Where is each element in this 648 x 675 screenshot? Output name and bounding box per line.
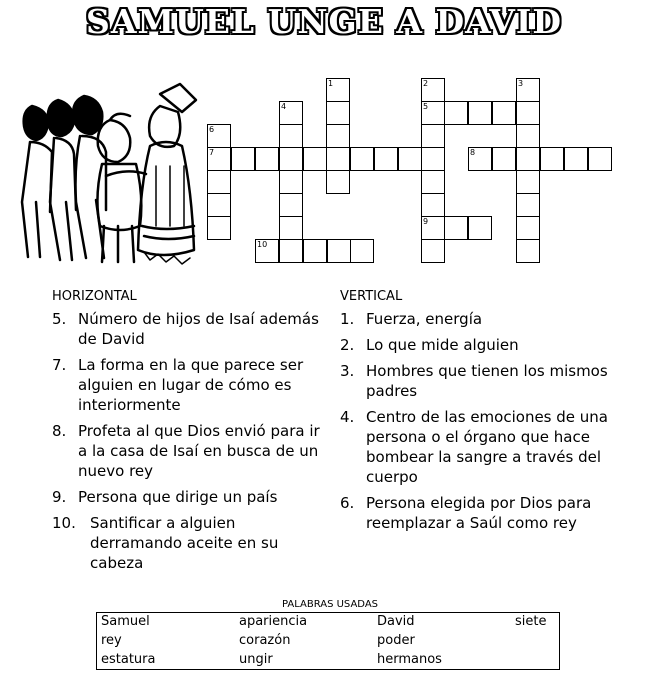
horizontal-clue (52, 513, 320, 573)
word-bank-title: PALABRAS USADAS (281, 599, 379, 610)
crossword-cell[interactable] (492, 147, 516, 171)
crossword-cell[interactable] (421, 193, 445, 217)
clue-number: 4 (281, 102, 287, 111)
clue-number: 6 (209, 125, 215, 134)
page-title: SAMUEL UNGE A DAVID (86, 2, 562, 41)
crossword-cell[interactable] (374, 147, 398, 171)
clue-number: 1 (328, 79, 334, 88)
crossword-cell[interactable] (207, 193, 231, 217)
crossword-cell[interactable] (516, 124, 540, 148)
crossword-cell[interactable] (468, 216, 492, 240)
clue-number-label: 7. (52, 356, 67, 374)
crossword-cell[interactable] (516, 78, 540, 102)
crossword-cell[interactable] (303, 239, 327, 263)
crossword-cell[interactable] (279, 147, 303, 171)
crossword-cell[interactable] (468, 101, 492, 125)
crossword-cell[interactable] (279, 124, 303, 148)
crossword-cell[interactable] (588, 147, 612, 171)
crossword-cell[interactable] (326, 170, 350, 194)
crossword-cell[interactable] (444, 101, 468, 125)
word-bank-word: apariencia (239, 614, 308, 629)
crossword-cell[interactable] (279, 193, 303, 217)
crossword-cell[interactable] (421, 124, 445, 148)
crossword-cell[interactable] (255, 239, 279, 263)
crossword-cell[interactable] (516, 239, 540, 263)
clue-text: Número de hijos de Isaí además de David (78, 310, 319, 348)
crossword-cell[interactable] (398, 147, 422, 171)
vertical-heading: VERTICAL (340, 289, 403, 304)
clue-number-label: 2. (340, 336, 355, 354)
clue-text: Centro de las emociones de una persona o el órgano que hace bombear la sangre a través del cuerpo (366, 408, 608, 486)
clue-text: Lo que mide alguien (366, 336, 519, 354)
crossword-cell[interactable] (421, 78, 445, 102)
horizontal-clue-list (52, 309, 320, 579)
word-bank-word: Samuel (101, 614, 150, 629)
crossword-cell[interactable] (279, 239, 303, 263)
clue-number-label: 4. (340, 408, 355, 426)
crossword-cell[interactable] (327, 239, 351, 263)
clue-text: Fuerza, energía (366, 310, 483, 328)
clue-text: La forma en la que parece ser alguien en lugar de cómo es interiormente (78, 356, 304, 414)
crossword-cell[interactable] (326, 101, 350, 125)
vertical-clue (340, 335, 610, 355)
crossword-cell[interactable] (444, 216, 468, 240)
clue-number: 8 (470, 148, 476, 157)
crossword-cell[interactable] (564, 147, 588, 171)
crossword-cell[interactable] (207, 170, 231, 194)
crossword-cell[interactable] (421, 101, 445, 125)
crossword-cell[interactable] (326, 147, 350, 171)
horizontal-heading: HORIZONTAL (52, 289, 137, 304)
crossword-cell[interactable] (326, 124, 350, 148)
crossword-cell[interactable] (231, 147, 255, 171)
vertical-clue (340, 493, 610, 533)
vertical-clue (340, 309, 610, 329)
crossword-cell[interactable] (255, 147, 279, 171)
clue-text: Profeta al que Dios envió para ir a la casa de Isaí en busca de un nuevo rey (78, 422, 320, 480)
crossword-cell[interactable] (421, 170, 445, 194)
clue-number-label: 3. (340, 362, 355, 380)
clue-number: 7 (209, 148, 215, 157)
crossword-cell[interactable] (207, 147, 231, 171)
horizontal-clue (52, 421, 320, 481)
word-bank (96, 612, 560, 670)
crossword-cell[interactable] (516, 101, 540, 125)
crossword-cell[interactable] (350, 239, 374, 263)
clue-number-label: 8. (52, 422, 67, 440)
crossword-cell[interactable] (516, 170, 540, 194)
word-bank-word: hermanos (377, 652, 442, 667)
crossword-cell[interactable] (303, 147, 327, 171)
crossword-cell[interactable] (421, 147, 445, 171)
word-bank-word: David (377, 614, 415, 629)
vertical-clue-list (340, 309, 610, 539)
clue-number: 9 (423, 217, 429, 226)
crossword-cell[interactable] (207, 124, 231, 148)
crossword-cell[interactable] (492, 101, 516, 125)
clue-number-label: 5. (52, 310, 67, 328)
crossword-cell[interactable] (279, 101, 303, 125)
clue-text: Persona elegida por Dios para reemplazar a Saúl como rey (366, 494, 592, 532)
word-bank-word: corazón (239, 633, 291, 648)
clue-number-label: 9. (52, 488, 67, 506)
horizontal-clue (52, 355, 320, 415)
horizontal-clue (52, 487, 320, 507)
clue-number-label: 1. (340, 310, 355, 328)
crossword-cell[interactable] (516, 193, 540, 217)
crossword-cell[interactable] (421, 239, 445, 263)
crossword-cell[interactable] (279, 216, 303, 240)
crossword-grid (0, 0, 648, 280)
clue-number: 2 (423, 79, 429, 88)
vertical-clue (340, 361, 610, 401)
clue-number: 3 (518, 79, 524, 88)
crossword-cell[interactable] (516, 216, 540, 240)
crossword-cell[interactable] (350, 147, 374, 171)
word-bank-word: poder (377, 633, 415, 648)
crossword-cell[interactable] (326, 78, 350, 102)
horizontal-clue (52, 309, 320, 349)
crossword-cell[interactable] (468, 147, 492, 171)
crossword-cell[interactable] (279, 170, 303, 194)
vertical-clue (340, 407, 610, 487)
word-bank-word: rey (101, 633, 122, 648)
clue-text: Persona que dirige un país (78, 488, 278, 506)
word-bank-word: ungir (239, 652, 273, 667)
clue-text: Hombres que tienen los mismos padres (366, 362, 608, 400)
crossword-cell[interactable] (207, 216, 231, 240)
clue-number: 5 (423, 102, 429, 111)
clue-number-label: 6. (340, 494, 355, 512)
crossword-cell[interactable] (540, 147, 564, 171)
crossword-cell[interactable] (421, 216, 445, 240)
clue-number-label: 10. (52, 514, 76, 532)
word-bank-word: estatura (101, 652, 156, 667)
clue-text: Santificar a alguien derramando aceite en su cabeza (90, 514, 279, 572)
crossword-cell[interactable] (516, 147, 540, 171)
word-bank-word: siete (515, 614, 547, 629)
clue-number: 10 (257, 240, 268, 249)
